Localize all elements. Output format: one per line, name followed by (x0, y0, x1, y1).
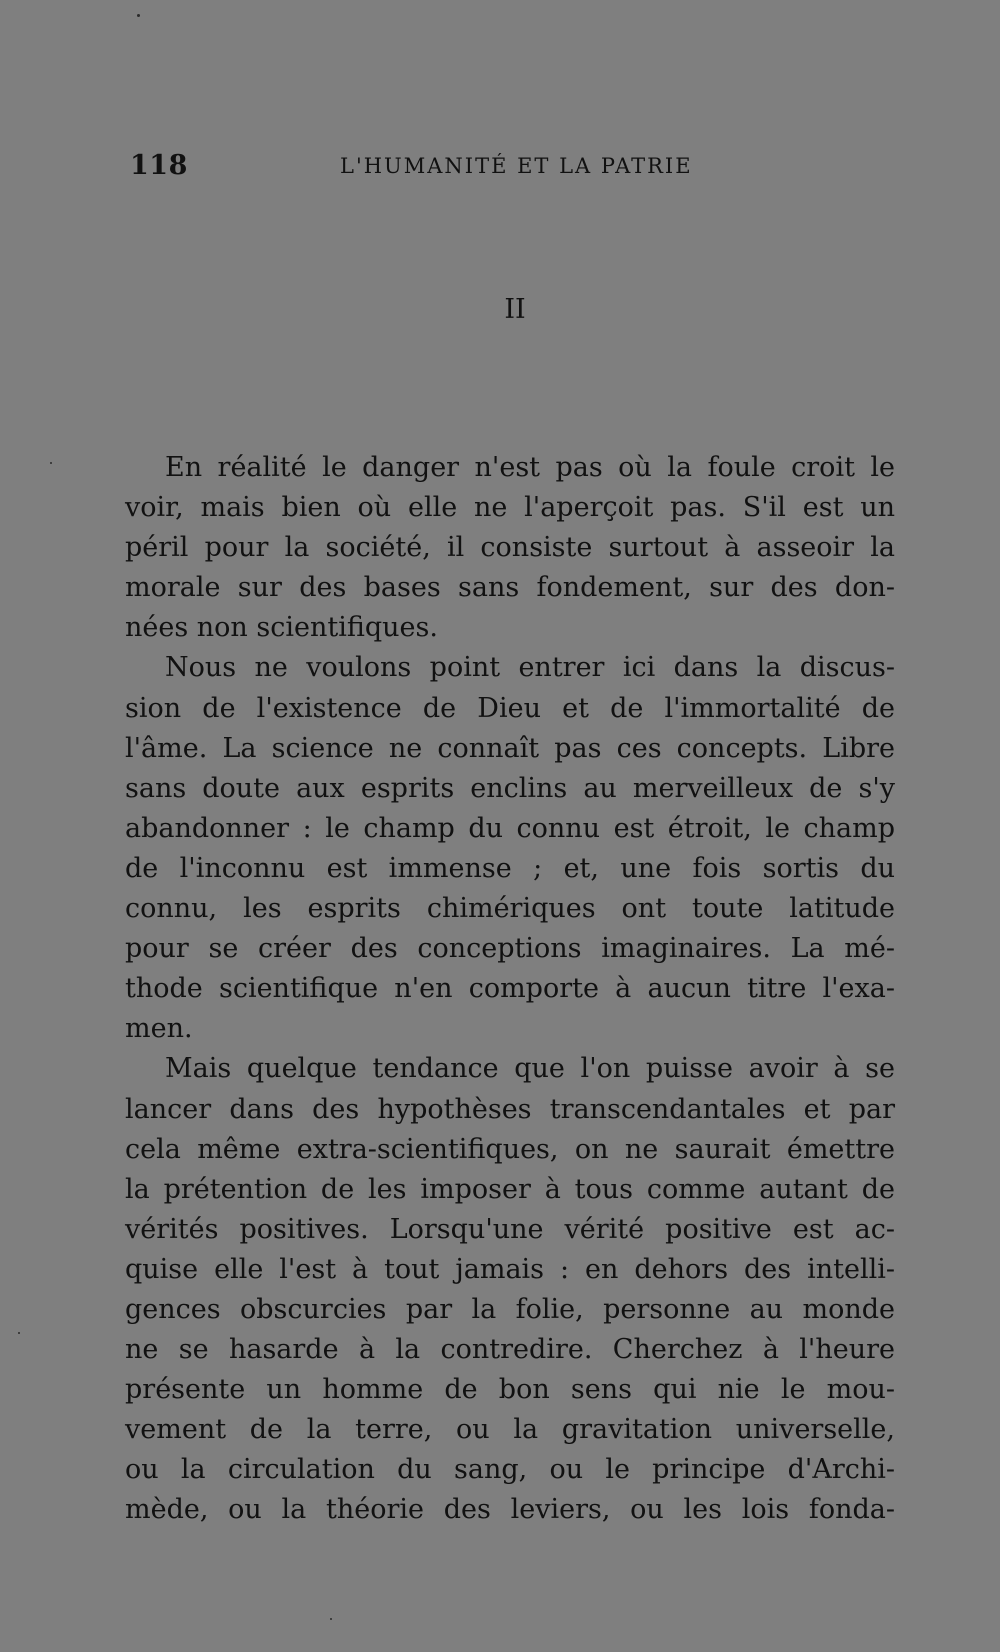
body-text (125, 448, 895, 1531)
text-line: l'âme. La science ne connaît pas ces concepts. Libre (125, 732, 895, 764)
text-line: de l'inconnu est immense ; et, une fois sortis du (125, 852, 895, 884)
scan-speck (137, 14, 140, 17)
text-line: mède, ou la théorie des leviers, ou les lois fonda- (125, 1494, 895, 1526)
text-line: abandonner : le champ du connu est étroit, le champ (125, 812, 895, 844)
text-line: sans doute aux esprits enclins au merveilleux de s'y (125, 772, 895, 804)
text-line: la prétention de les imposer à tous comme autant de (125, 1173, 895, 1205)
text-line: thode scientifique n'en comporte à aucun titre l'exa- (125, 973, 895, 1005)
text-line: nées non scientifiques. (125, 612, 438, 644)
scan-speck (330, 1618, 332, 1620)
text-line: péril pour la société, il consiste surtout à asseoir la (125, 532, 895, 564)
text-line: présente un homme de bon sens qui nie le mou- (125, 1374, 895, 1406)
section-numeral: II (504, 294, 526, 325)
text-line: pour se créer des conceptions imaginaires. La mé- (125, 933, 895, 965)
text-line: voir, mais bien où elle ne l'aperçoit pas. S'il est un (125, 492, 895, 524)
text-line: connu, les esprits chimériques ont toute latitude (125, 893, 895, 925)
text-line: En réalité le danger n'est pas où la foule croit le (165, 452, 895, 483)
text-line: gences obscurcies par la folie, personne au monde (125, 1293, 895, 1325)
text-line: vement de la terre, ou la gravitation universelle, (125, 1414, 895, 1446)
text-line: vérités positives. Lorsqu'une vérité positive est ac- (125, 1213, 895, 1245)
text-line: ou la circulation du sang, ou le principe d'Archi- (125, 1454, 895, 1486)
text-line: ne se hasarde à la contredire. Cherchez à l'heure (125, 1334, 895, 1366)
text-line: morale sur des bases sans fondement, sur des don- (125, 572, 895, 604)
scan-speck (50, 462, 52, 464)
running-head (130, 150, 700, 186)
text-line: lancer dans des hypothèses transcendantales et par (125, 1093, 895, 1125)
text-line: quise elle l'est à tout jamais : en dehors des intelli- (125, 1253, 895, 1285)
text-line: men. (125, 1013, 193, 1045)
text-line: Mais quelque tendance que l'on puisse avoir à se (165, 1053, 895, 1085)
scan-speck (18, 1332, 20, 1334)
text-line: sion de l'existence de Dieu et de l'immortalité de (125, 692, 895, 724)
page-number: 118 (130, 150, 188, 181)
text-line: cela même extra-scientifiques, on ne saurait émettre (125, 1133, 895, 1165)
text-line: Nous ne voulons point entrer ici dans la discus- (165, 652, 895, 684)
running-title: L'HUMANITÉ ET LA PATRIE (340, 154, 693, 178)
